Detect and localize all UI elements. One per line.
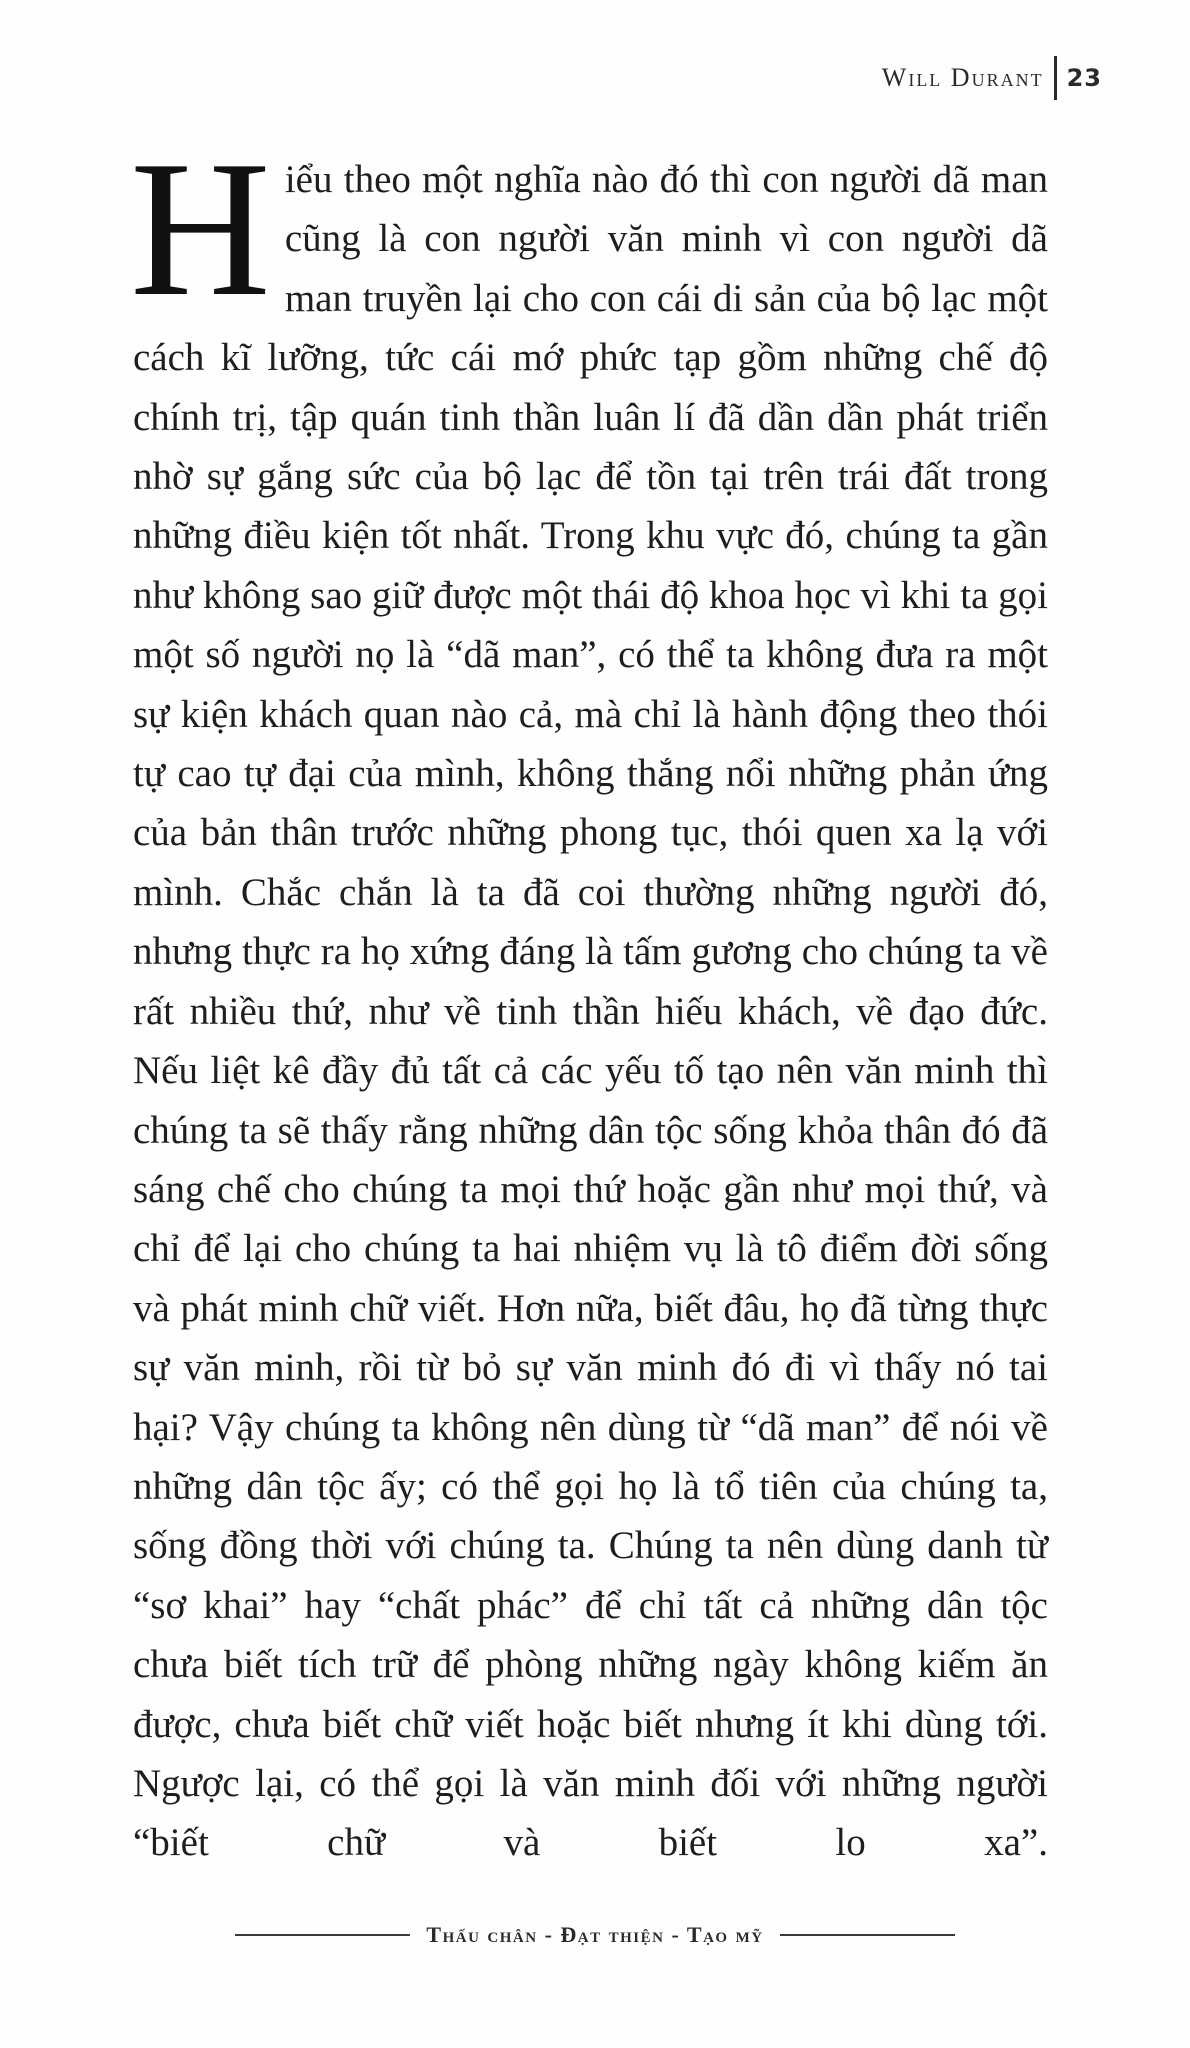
running-head — [882, 56, 1102, 100]
body-paragraph-text: iểu theo một nghĩa nào đó thì con người dã man cũng là con người văn minh vì con người dã man truyền lại cho con cái di sản của bộ lạc một cách kĩ lưỡng, tức cái mớ phức tạp gồm những chế độ chính trị, tập quán tinh thần luân lí đã dần dần phát triển nhờ sự gắng sức của bộ lạc để tồn tại trên trái đất trong những điều kiện tốt nhất. Trong khu vực đó, chúng ta gần như không sao giữ được một thái độ khoa học vì khi ta gọi một số người nọ là “dã man”, có thể ta không đưa ra một sự kiện khách quan nào cả, mà chỉ là hành động theo thói tự cao tự đại của mình, không thắng nổi những phản ứng của bản thân trước những phong tục, thói quen xa lạ với mình. Chắc chắn là ta đã coi thường những người đó, nhưng thực ra họ xứng đáng là tấm gương cho chúng ta về rất nhiều thứ, như về tinh thần hiếu khách, về đạo đức. Nếu liệt kê đầy đủ tất cả các yếu tố tạo nên văn minh thì chúng ta sẽ thấy rằng những dân tộc sống khỏa thân đó đã sáng chế cho chúng ta mọi thứ hoặc gần như mọi thứ, và chỉ để lại cho chúng ta hai nhiệm vụ là tô điểm đời sống và phát minh chữ viết. Hơn nữa, biết đâu, họ đã từng thực sự văn minh, rồi từ bỏ sự văn minh đó đi vì thấy nó tai hại? Vậy chúng ta không nên dùng từ “dã man” để nói về những dân tộc ấy; có thể gọi họ là tổ tiên của chúng ta, sống đồng thời với chúng ta. Chúng ta nên dùng danh từ “sơ khai” hay “chất phác” để chỉ tất cả những dân tộc chưa biết tích trữ để phòng những ngày không kiếm ăn được, chưa biết chữ viết hoặc biết nhưng ít khi dùng tới. Ngược lại, có thể gọi là văn minh đối với những người “biết chữ và biết lo xa”. — [133, 158, 1048, 1865]
footer-rule-left — [235, 1934, 410, 1936]
page-number: 23 — [1066, 64, 1102, 92]
footer-motto: Thấu chân - Đạt thiện - Tạo mỹ — [426, 1922, 764, 1947]
running-head-divider — [1054, 56, 1057, 100]
page-footer — [0, 1922, 1190, 1948]
drop-cap: H — [130, 121, 271, 337]
footer-rule-right — [780, 1934, 955, 1936]
running-head-author: Will Durant — [881, 63, 1044, 92]
body-paragraph — [130, 121, 1048, 1873]
